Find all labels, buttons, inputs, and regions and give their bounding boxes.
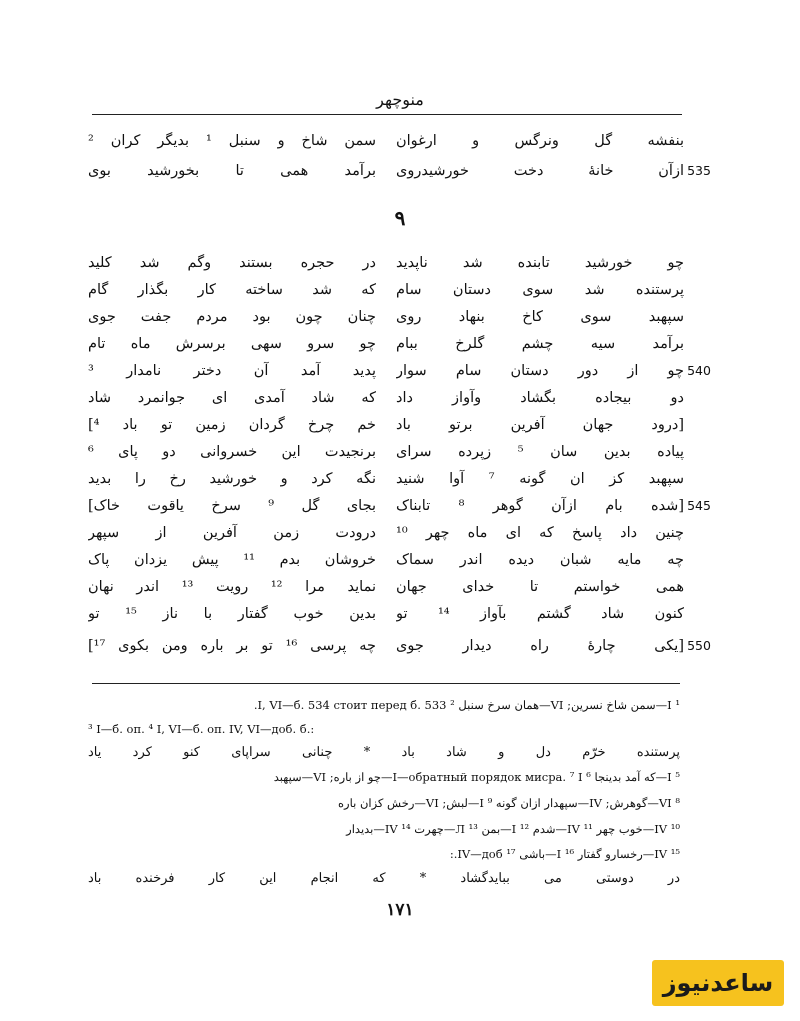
verse-first-hemistich: پرستنده شد سوی دستان سام xyxy=(396,282,684,298)
watermark-logo xyxy=(652,960,784,1006)
verse-row xyxy=(88,493,684,519)
footnote-line: ¹ I—سمن شاخ نسرین; VI—همان سرخ سنبل ² I, VI—б. 534 стоит перед б. 533. xyxy=(253,698,680,712)
verse-second-hemistich: در حجره بستند وگم شد کلید xyxy=(88,255,376,271)
footnote-line: ⁵ I—که آمد بدینجا ⁶ I—обратный порядок мисра. ⁷ I—چو از باره; VI—سپهبد xyxy=(273,770,680,784)
verse-first-hemistich: چه مایه شبان دیده اندر سماک xyxy=(396,552,684,568)
verse-first-hemistich: برآمد سیه چشم گلرخ ببام xyxy=(396,336,684,352)
verse-first-hemistich: دو بیجاده بگشاد وآواز داد xyxy=(396,390,684,406)
verse-second-hemistich: پدید آمد آن دختر نامدار ³ xyxy=(88,363,376,379)
verse-row xyxy=(88,520,684,546)
verse-second-hemistich: چو سرو سهی برسرش ماه تام xyxy=(88,336,376,352)
line-number: 550 xyxy=(687,638,711,653)
verse-row xyxy=(88,439,684,465)
footnote-line: ¹⁰ IV—خوب چهر ¹¹ IV—شدم ¹² I—بمن ¹³ Л—چهرت ¹⁴ IV—بدیدار xyxy=(346,822,680,836)
verse-row xyxy=(88,128,684,154)
verse-row xyxy=(88,412,684,438)
verse-second-hemistich: بجای گل ⁹ سرخ یاقوت خاک] xyxy=(88,498,376,514)
verse-first-hemistich: سپهبد سوی کاخ بنهاد روی xyxy=(396,309,684,325)
verse-row xyxy=(88,633,684,659)
footnotes-rule xyxy=(92,683,680,684)
section-number: ۹ xyxy=(394,206,406,230)
verse-second-hemistich: برآمد همی تا بخورشید بوی xyxy=(88,163,376,179)
footnote-verse: در دوستی می ببایدگشاد * که انجام این کار فرخنده باد xyxy=(88,871,680,886)
verse-first-hemistich: [درود جهان آفرین برتو باد xyxy=(396,417,684,433)
footnote-line: ¹⁵ IV—رخسارو گفتار ¹⁶ I—باشی ¹⁷ IV—доб.: xyxy=(449,847,680,861)
verse-first-hemistich: ازآن خانهٔ دخت خورشیدروی xyxy=(396,163,684,179)
verse-first-hemistich: کنون شاد گشتم بآواز ¹⁴ تو xyxy=(396,606,684,622)
verse-row xyxy=(88,331,684,357)
verse-first-hemistich: چو خورشید تابنده شد ناپدید xyxy=(396,255,684,271)
footnote-verse: پرستنده خرّم دل و شاد باد * چنانی سراپای کنو کرد یاد xyxy=(88,745,680,760)
header-rule xyxy=(92,114,682,115)
verse-second-hemistich: چه پرسی ¹⁶ تو بر باره ومن بکوی ¹⁷] xyxy=(88,638,376,654)
verse-second-hemistich: که شاد آمدی ای جوانمرد شاد xyxy=(88,390,376,406)
line-number: 540 xyxy=(687,363,711,378)
verse-row xyxy=(88,466,684,492)
verse-second-hemistich: بدین خوب گفتار با ناز ¹⁵ تو xyxy=(88,606,376,622)
verse-second-hemistich: خم چرخ گردان زمین تو باد ⁴] xyxy=(88,417,376,433)
page-number: ۱۷۱ xyxy=(386,900,414,920)
footnote-line: ³ I—б. оп. ⁴ I, VI—б. оп. IV, VI—доб. б.: xyxy=(88,722,315,736)
verse-row xyxy=(88,358,684,384)
verse-first-hemistich: بنفشه گل ونرگس و ارغوان xyxy=(396,133,684,149)
verse-first-hemistich: سپهبد کز ان گونه ⁷ آوا شنید xyxy=(396,471,684,487)
verse-first-hemistich: همی خواستم تا خدای جهان xyxy=(396,579,684,595)
verse-first-hemistich: چو از دور دستان سام سوار xyxy=(396,363,684,379)
verse-second-hemistich: نگه کرد و خورشید رخ را بدید xyxy=(88,471,376,487)
verse-row xyxy=(88,158,684,184)
watermark-text: ساعدنیوز xyxy=(662,969,774,997)
verse-row xyxy=(88,304,684,330)
line-number: 545 xyxy=(687,498,711,513)
line-number: 535 xyxy=(687,163,711,178)
verse-first-hemistich: پیاده بدین سان ⁵ زپرده سرای xyxy=(396,444,684,460)
verse-first-hemistich: [شده بام ازآن گوهر ⁸ تابناک xyxy=(396,498,684,514)
verse-row xyxy=(88,385,684,411)
verse-second-hemistich: سمن شاخ و سنبل ¹ بدیگر کران ² xyxy=(88,133,376,149)
verse-second-hemistich: خروشان بدم ¹¹ پیش یزدان پاک xyxy=(88,552,376,568)
verse-row xyxy=(88,277,684,303)
running-header: منوچهر xyxy=(376,90,424,109)
verse-second-hemistich: درودت زمن آفرین از سپهر xyxy=(88,525,376,541)
verse-row xyxy=(88,547,684,573)
footnote-line: ⁸ VI—گوهرش; IV—سپهدار ازان گونه ⁹ I—لبش; VI—رخش کزان باره xyxy=(338,796,680,810)
verse-row xyxy=(88,250,684,276)
verse-first-hemistich: [یکی چارهٔ راه دیدار جوی xyxy=(396,638,684,654)
verse-second-hemistich: که شد ساخته کار بگذار گام xyxy=(88,282,376,298)
verse-second-hemistich: چنان چون بود مردم جفت جوی xyxy=(88,309,376,325)
verse-row xyxy=(88,601,684,627)
verse-second-hemistich: برنجیدت این خسروانی دو پای ⁶ xyxy=(88,444,376,460)
verse-second-hemistich: نماید مرا ¹² رویت ¹³ اندر نهان xyxy=(88,579,376,595)
verse-row xyxy=(88,574,684,600)
verse-first-hemistich: چنین داد پاسخ که ای ماه چهر ¹⁰ xyxy=(396,525,684,541)
